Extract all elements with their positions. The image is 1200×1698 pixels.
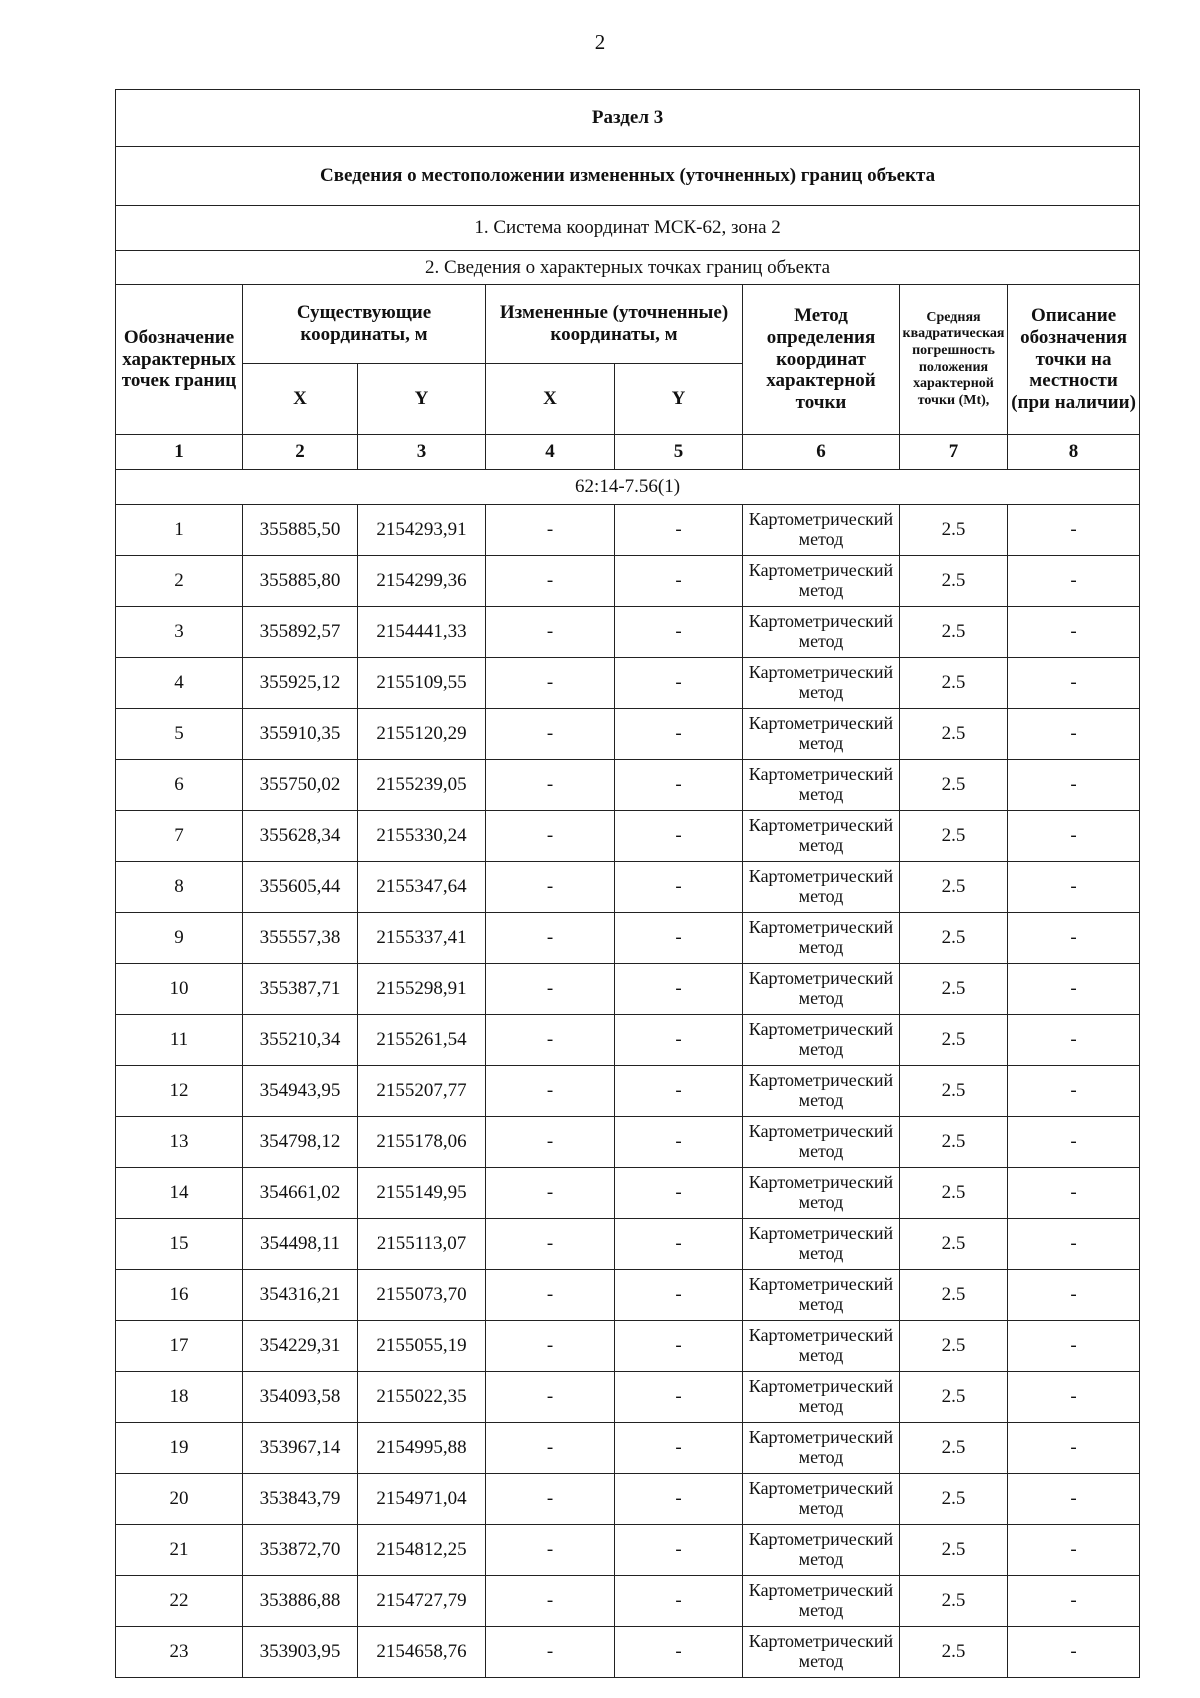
column-number: 2 [243, 435, 358, 470]
section-title: Раздел 3 [116, 90, 1140, 147]
table-row [116, 658, 1140, 709]
existing-x: 354943,95 [243, 1066, 358, 1117]
error-value: 2.5 [900, 1525, 1008, 1576]
header-designation: Обозначение характерных точек границ [116, 285, 243, 435]
existing-x: 355750,02 [243, 760, 358, 811]
column-number: 3 [358, 435, 486, 470]
changed-x: - [486, 607, 615, 658]
method-cell: Картометрический метод [743, 1627, 900, 1678]
table-row [116, 1372, 1140, 1423]
header-changed: Измененные (уточненные) координаты, м [486, 285, 743, 364]
description-cell: - [1008, 760, 1140, 811]
changed-y: - [615, 1015, 743, 1066]
point-number: 11 [116, 1015, 243, 1066]
error-value: 2.5 [900, 1576, 1008, 1627]
header-description: Описание обозначения точки на местности (при наличии) [1008, 285, 1140, 435]
error-value: 2.5 [900, 709, 1008, 760]
existing-x: 354093,58 [243, 1372, 358, 1423]
point-number: 21 [116, 1525, 243, 1576]
existing-x: 355910,35 [243, 709, 358, 760]
description-cell: - [1008, 1372, 1140, 1423]
method-cell: Картометрический метод [743, 1219, 900, 1270]
description-cell: - [1008, 1627, 1140, 1678]
points-info: 2. Сведения о характерных точках границ объекта [116, 251, 1140, 285]
method-cell: Картометрический метод [743, 1117, 900, 1168]
existing-x: 355628,34 [243, 811, 358, 862]
changed-x: - [486, 556, 615, 607]
point-number: 14 [116, 1168, 243, 1219]
method-cell: Картометрический метод [743, 1168, 900, 1219]
changed-x: - [486, 1015, 615, 1066]
existing-x: 353903,95 [243, 1627, 358, 1678]
error-value: 2.5 [900, 1321, 1008, 1372]
existing-y: 2155022,35 [358, 1372, 486, 1423]
description-cell: - [1008, 913, 1140, 964]
header-y-existing: Y [358, 364, 486, 435]
error-value: 2.5 [900, 811, 1008, 862]
table-row [116, 607, 1140, 658]
table-row [116, 964, 1140, 1015]
changed-x: - [486, 1066, 615, 1117]
existing-y: 2155347,64 [358, 862, 486, 913]
changed-y: - [615, 1423, 743, 1474]
existing-y: 2155207,77 [358, 1066, 486, 1117]
existing-x: 355892,57 [243, 607, 358, 658]
table-row [116, 913, 1140, 964]
changed-y: - [615, 1168, 743, 1219]
method-cell: Картометрический метод [743, 1321, 900, 1372]
description-cell: - [1008, 1168, 1140, 1219]
error-value: 2.5 [900, 1627, 1008, 1678]
point-number: 1 [116, 505, 243, 556]
description-cell: - [1008, 556, 1140, 607]
column-number: 1 [116, 435, 243, 470]
table-row [116, 1474, 1140, 1525]
table-row [116, 1219, 1140, 1270]
method-cell: Картометрический метод [743, 505, 900, 556]
point-number: 8 [116, 862, 243, 913]
description-cell: - [1008, 1423, 1140, 1474]
table-row [116, 1117, 1140, 1168]
existing-x: 355885,50 [243, 505, 358, 556]
changed-y: - [615, 1270, 743, 1321]
point-number: 3 [116, 607, 243, 658]
header-y-changed: Y [615, 364, 743, 435]
existing-y: 2155109,55 [358, 658, 486, 709]
changed-x: - [486, 1372, 615, 1423]
changed-y: - [615, 1474, 743, 1525]
method-cell: Картометрический метод [743, 709, 900, 760]
existing-y: 2155113,07 [358, 1219, 486, 1270]
changed-y: - [615, 505, 743, 556]
error-value: 2.5 [900, 1219, 1008, 1270]
description-cell: - [1008, 1525, 1140, 1576]
changed-y: - [615, 1525, 743, 1576]
error-value: 2.5 [900, 556, 1008, 607]
existing-x: 354798,12 [243, 1117, 358, 1168]
existing-x: 353872,70 [243, 1525, 358, 1576]
changed-x: - [486, 1576, 615, 1627]
point-number: 10 [116, 964, 243, 1015]
method-cell: Картометрический метод [743, 1015, 900, 1066]
description-cell: - [1008, 505, 1140, 556]
method-cell: Картометрический метод [743, 1423, 900, 1474]
changed-y: - [615, 1117, 743, 1168]
changed-y: - [615, 658, 743, 709]
existing-x: 355210,34 [243, 1015, 358, 1066]
point-number: 7 [116, 811, 243, 862]
error-value: 2.5 [900, 658, 1008, 709]
error-value: 2.5 [900, 964, 1008, 1015]
existing-y: 2155178,06 [358, 1117, 486, 1168]
point-number: 6 [116, 760, 243, 811]
error-value: 2.5 [900, 1423, 1008, 1474]
table-row [116, 862, 1140, 913]
header-x-changed: X [486, 364, 615, 435]
page-number: 2 [594, 30, 606, 54]
changed-x: - [486, 1321, 615, 1372]
existing-x: 353843,79 [243, 1474, 358, 1525]
changed-x: - [486, 913, 615, 964]
method-cell: Картометрический метод [743, 1474, 900, 1525]
point-number: 12 [116, 1066, 243, 1117]
changed-x: - [486, 1117, 615, 1168]
point-number: 19 [116, 1423, 243, 1474]
changed-x: - [486, 1168, 615, 1219]
error-value: 2.5 [900, 607, 1008, 658]
existing-y: 2155149,95 [358, 1168, 486, 1219]
error-value: 2.5 [900, 862, 1008, 913]
column-number: 4 [486, 435, 615, 470]
description-cell: - [1008, 811, 1140, 862]
point-number: 20 [116, 1474, 243, 1525]
table-row [116, 505, 1140, 556]
error-value: 2.5 [900, 1168, 1008, 1219]
existing-x: 355387,71 [243, 964, 358, 1015]
method-cell: Картометрический метод [743, 1525, 900, 1576]
existing-y: 2155261,54 [358, 1015, 486, 1066]
changed-x: - [486, 1219, 615, 1270]
boundary-table [115, 89, 1140, 1678]
coord-system: 1. Система координат МСК-62, зона 2 [116, 206, 1140, 251]
existing-x: 355605,44 [243, 862, 358, 913]
description-cell: - [1008, 862, 1140, 913]
changed-y: - [615, 1321, 743, 1372]
changed-y: - [615, 1576, 743, 1627]
description-cell: - [1008, 1576, 1140, 1627]
changed-x: - [486, 964, 615, 1015]
existing-y: 2154441,33 [358, 607, 486, 658]
method-cell: Картометрический метод [743, 964, 900, 1015]
changed-x: - [486, 1525, 615, 1576]
changed-y: - [615, 964, 743, 1015]
header-error: Средняя квадратическая погрешность положения характерной точки (Mt), [900, 285, 1008, 435]
table-row [116, 1321, 1140, 1372]
method-cell: Картометрический метод [743, 556, 900, 607]
column-number: 6 [743, 435, 900, 470]
description-cell: - [1008, 658, 1140, 709]
existing-y: 2155120,29 [358, 709, 486, 760]
error-value: 2.5 [900, 1372, 1008, 1423]
changed-x: - [486, 505, 615, 556]
error-value: 2.5 [900, 913, 1008, 964]
existing-y: 2155055,19 [358, 1321, 486, 1372]
section-subtitle: Сведения о местоположении измененных (уточненных) границ объекта [116, 147, 1140, 206]
point-number: 22 [116, 1576, 243, 1627]
changed-x: - [486, 811, 615, 862]
error-value: 2.5 [900, 505, 1008, 556]
existing-y: 2155337,41 [358, 913, 486, 964]
existing-x: 355925,12 [243, 658, 358, 709]
existing-y: 2154812,25 [358, 1525, 486, 1576]
table-row [116, 1066, 1140, 1117]
point-number: 18 [116, 1372, 243, 1423]
changed-x: - [486, 1627, 615, 1678]
method-cell: Картометрический метод [743, 811, 900, 862]
point-number: 9 [116, 913, 243, 964]
changed-y: - [615, 760, 743, 811]
changed-y: - [615, 607, 743, 658]
existing-x: 355885,80 [243, 556, 358, 607]
table-row [116, 1423, 1140, 1474]
point-number: 4 [116, 658, 243, 709]
existing-y: 2155239,05 [358, 760, 486, 811]
description-cell: - [1008, 1219, 1140, 1270]
changed-x: - [486, 862, 615, 913]
existing-x: 353967,14 [243, 1423, 358, 1474]
description-cell: - [1008, 1321, 1140, 1372]
error-value: 2.5 [900, 760, 1008, 811]
existing-x: 353886,88 [243, 1576, 358, 1627]
existing-x: 354316,21 [243, 1270, 358, 1321]
changed-x: - [486, 709, 615, 760]
description-cell: - [1008, 1474, 1140, 1525]
changed-x: - [486, 1423, 615, 1474]
description-cell: - [1008, 964, 1140, 1015]
existing-x: 355557,38 [243, 913, 358, 964]
header-method: Метод определения координат характерной точки [743, 285, 900, 435]
method-cell: Картометрический метод [743, 1066, 900, 1117]
error-value: 2.5 [900, 1270, 1008, 1321]
changed-y: - [615, 913, 743, 964]
method-cell: Картометрический метод [743, 913, 900, 964]
method-cell: Картометрический метод [743, 760, 900, 811]
method-cell: Картометрический метод [743, 1576, 900, 1627]
changed-x: - [486, 1270, 615, 1321]
method-cell: Картометрический метод [743, 1372, 900, 1423]
existing-x: 354498,11 [243, 1219, 358, 1270]
existing-y: 2154293,91 [358, 505, 486, 556]
method-cell: Картометрический метод [743, 658, 900, 709]
changed-x: - [486, 658, 615, 709]
header-x-existing: X [243, 364, 358, 435]
method-cell: Картометрический метод [743, 1270, 900, 1321]
changed-y: - [615, 862, 743, 913]
table-row [116, 1525, 1140, 1576]
table-row [116, 1168, 1140, 1219]
table-row [116, 1270, 1140, 1321]
existing-x: 354229,31 [243, 1321, 358, 1372]
changed-y: - [615, 1219, 743, 1270]
existing-y: 2154658,76 [358, 1627, 486, 1678]
description-cell: - [1008, 1117, 1140, 1168]
point-number: 15 [116, 1219, 243, 1270]
existing-x: 354661,02 [243, 1168, 358, 1219]
error-value: 2.5 [900, 1117, 1008, 1168]
table-row [116, 811, 1140, 862]
point-number: 23 [116, 1627, 243, 1678]
point-number: 16 [116, 1270, 243, 1321]
table-row [116, 1015, 1140, 1066]
changed-y: - [615, 1627, 743, 1678]
existing-y: 2154971,04 [358, 1474, 486, 1525]
existing-y: 2154727,79 [358, 1576, 486, 1627]
point-number: 13 [116, 1117, 243, 1168]
changed-y: - [615, 1372, 743, 1423]
table-row [116, 1627, 1140, 1678]
description-cell: - [1008, 709, 1140, 760]
error-value: 2.5 [900, 1066, 1008, 1117]
existing-y: 2155330,24 [358, 811, 486, 862]
description-cell: - [1008, 607, 1140, 658]
point-number: 17 [116, 1321, 243, 1372]
table-row [116, 709, 1140, 760]
header-existing: Существующие координаты, м [243, 285, 486, 364]
column-number: 7 [900, 435, 1008, 470]
description-cell: - [1008, 1270, 1140, 1321]
existing-y: 2155298,91 [358, 964, 486, 1015]
changed-x: - [486, 1474, 615, 1525]
method-cell: Картометрический метод [743, 607, 900, 658]
existing-y: 2154995,88 [358, 1423, 486, 1474]
existing-y: 2154299,36 [358, 556, 486, 607]
table-row [116, 760, 1140, 811]
changed-x: - [486, 760, 615, 811]
changed-y: - [615, 811, 743, 862]
table-row [116, 1576, 1140, 1627]
description-cell: - [1008, 1066, 1140, 1117]
changed-y: - [615, 556, 743, 607]
error-value: 2.5 [900, 1015, 1008, 1066]
changed-y: - [615, 1066, 743, 1117]
group-label: 62:14-7.56(1) [116, 470, 1140, 505]
point-number: 2 [116, 556, 243, 607]
existing-y: 2155073,70 [358, 1270, 486, 1321]
error-value: 2.5 [900, 1474, 1008, 1525]
description-cell: - [1008, 1015, 1140, 1066]
point-number: 5 [116, 709, 243, 760]
column-number: 5 [615, 435, 743, 470]
column-number: 8 [1008, 435, 1140, 470]
changed-y: - [615, 709, 743, 760]
method-cell: Картометрический метод [743, 862, 900, 913]
table-row [116, 556, 1140, 607]
